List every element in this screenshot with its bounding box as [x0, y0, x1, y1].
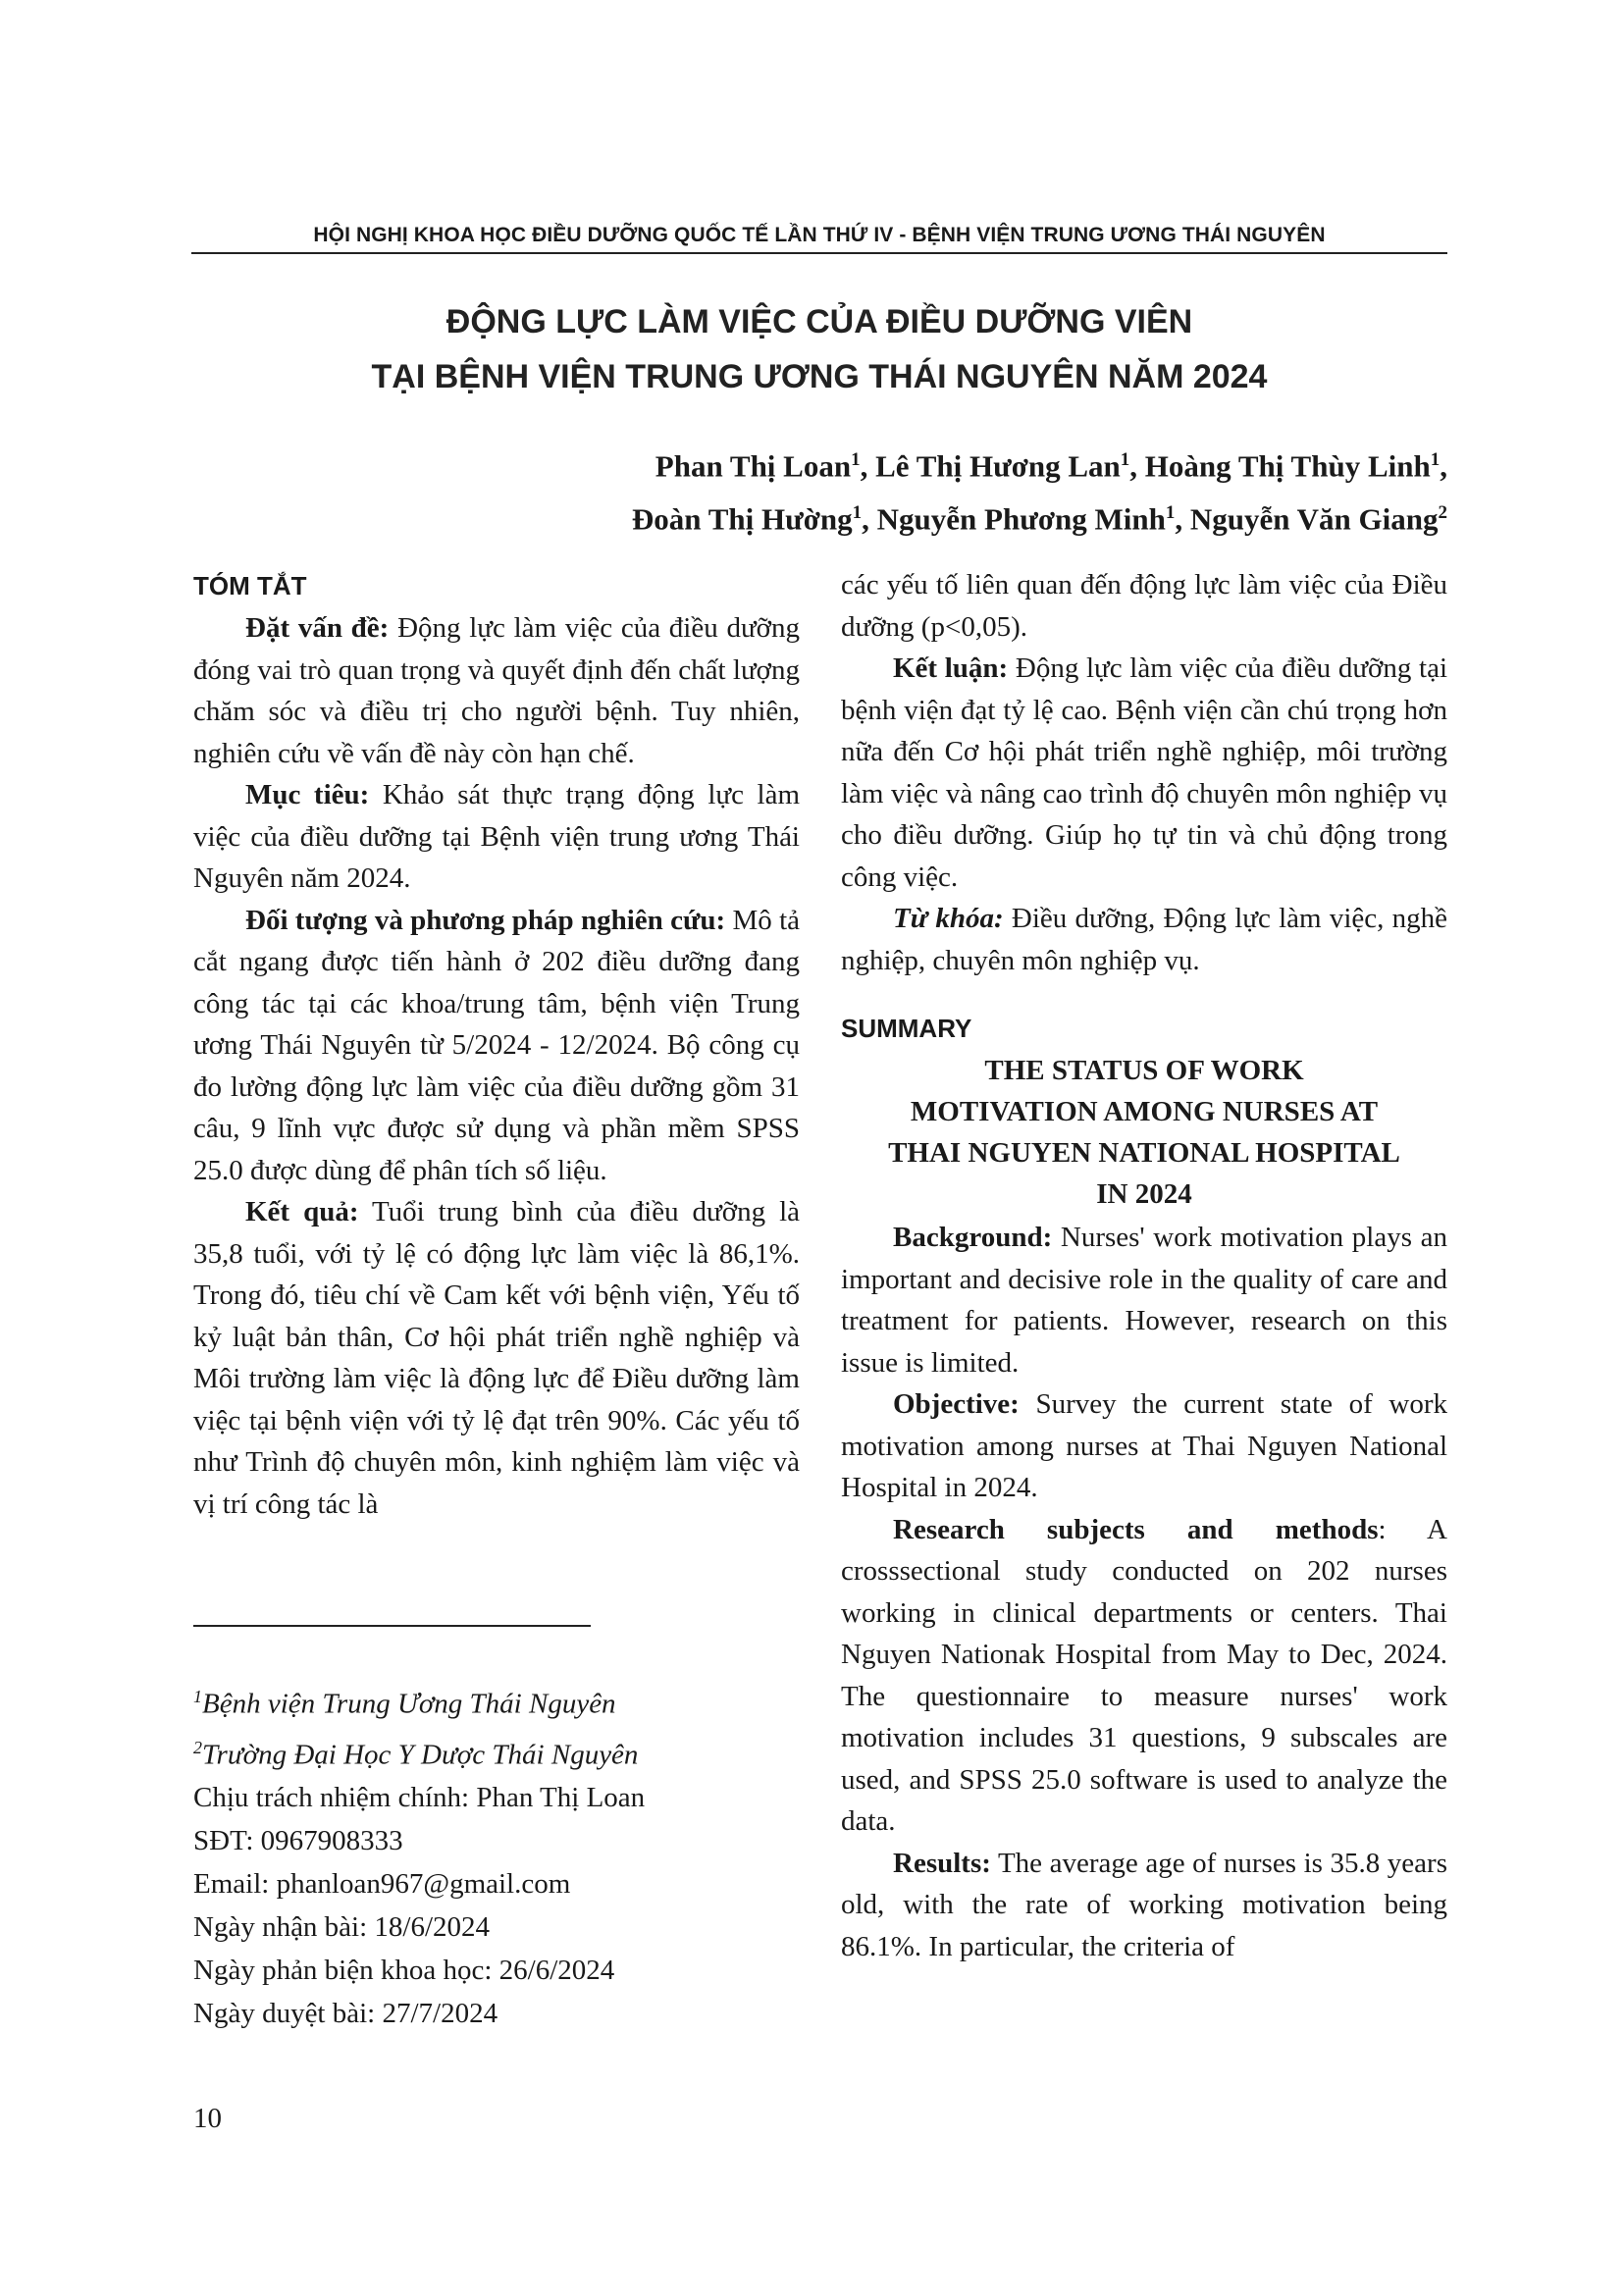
- summary-paragraph-results: [841, 1843, 1447, 1968]
- abstract-paragraph-background: [193, 607, 800, 774]
- running-header: HỘI NGHỊ KHOA HỌC ĐIỀU DƯỠNG QUỐC TẾ LẦN THỨ IV - BỆNH VIỆN TRUNG ƯƠNG THÁI NGUYÊN: [313, 224, 1326, 246]
- paragraph-text: Survey the current state of work motivation among nurses at Thai Nguyen National Hospital in 2024.: [841, 1388, 1447, 1503]
- summary-paragraph-methods: [841, 1509, 1447, 1843]
- english-title: [841, 1050, 1447, 1215]
- date-reviewed: Ngày phản biện khoa học: 26/6/2024: [193, 1955, 615, 1987]
- english-title-line-2: MOTIVATION AMONG NURSES AT: [910, 1096, 1379, 1127]
- english-title-line-3: THAI NGUYEN NATIONAL HOSPITAL: [888, 1137, 1400, 1169]
- right-column: [841, 564, 1447, 1967]
- abstract-heading: TÓM TẮT: [193, 571, 307, 600]
- affiliation-2: [193, 1726, 802, 1777]
- paragraph-label: Background:: [893, 1222, 1053, 1253]
- paragraph-text: Tuổi trung bình của điều dưỡng là 35,8 tuổi, với tỷ lệ có động lực làm việc là 86,1%. Trong đó, tiêu chí về Cam kết với bệnh viện, Yếu tố kỷ luật bản thân, Cơ hội phát triển nghề nghiệp và Môi trường làm việc là động lực để Điều dưỡng làm việc tại bệnh viện với tỷ lệ đạt trên 90%. Các yếu tố như Trình độ chuyên môn, kinh nghiệm làm việc và vị trí công tác là: [193, 1196, 801, 1520]
- header-rule: [191, 252, 1447, 254]
- paragraph-label: Đặt vấn đề:: [245, 612, 390, 644]
- abstract-paragraph-results: [193, 1191, 800, 1525]
- author-line-2: Đoàn Thị Hường$^1$, Nguyễn Phương Minh$^1$, Nguyễn Văn Giang$^2$: [631, 501, 1447, 537]
- abstract-paragraph-objective: [193, 774, 800, 900]
- keywords-label: Từ khóa:: [893, 903, 1004, 934]
- article-title: [191, 294, 1447, 404]
- summary-heading: SUMMARY: [841, 1014, 972, 1043]
- paragraph-text: The average age of nurses is 35.8 years old, with the rate of working motivation being 86.1%. In particular, the criteria of: [841, 1847, 1447, 1962]
- affiliation-marker: 1: [1120, 449, 1130, 470]
- abstract-paragraph-methods: [193, 900, 800, 1192]
- affiliation-marker: 1: [1430, 449, 1441, 470]
- author-name: Phan Thị Loan: [655, 448, 852, 484]
- affiliation-marker: 2: [193, 1737, 202, 1757]
- paragraph-label: Research subjects and methods: [893, 1513, 1379, 1545]
- english-title-line-1: THE STATUS OF WORK: [984, 1055, 1304, 1086]
- paragraph-text: : A crosssectional study conducted on 202 nurses working in clinical departments or centers. Thai Nguyen Nationak Hospital from May to Dec, 2024. The questionnaire to measure nurses' work motivation includes 31 questions, 9 subscales are used, and SPSS 25.0 software is used to analyze the data.: [841, 1513, 1447, 1837]
- email-address: Email: phanloan967@gmail.com: [193, 1868, 571, 1901]
- author-name: Đoàn Thị Hường: [631, 501, 853, 537]
- paragraph-label: Objective:: [893, 1388, 1020, 1420]
- abstract-paragraph-conclusion: [841, 648, 1447, 898]
- affiliation-marker: 1: [1165, 502, 1176, 524]
- paragraph-text: Động lực làm việc của điều dưỡng đóng vai trò quan trọng và quyết định đến chất lượng chăm sóc và điều trị cho người bệnh. Tuy nhiên, nghiên cứu về vấn đề này còn hạn chế.: [193, 612, 801, 769]
- paragraph-text: Mô tả cắt ngang được tiến hành ở 202 điều dưỡng đang công tác tại các khoa/trung tâm, bệnh viện Trung ương Thái Nguyên từ 5/2024 - 12/2024. Bộ công cụ đo lường động lực làm việc của điều dưỡng gồm 31 câu, 9 lĩnh vực được sử dụng và phần mềm SPSS 25.0 được dùng để phân tích số liệu.: [193, 904, 801, 1186]
- paragraph-label: Đối tượng và phương pháp nghiên cứu:: [245, 904, 726, 936]
- paragraph-label: Results:: [893, 1847, 991, 1879]
- paragraph-text: Nurses' work motivation plays an important and decisive role in the quality of care and treatment for patients. However, research on this issue is limited.: [841, 1222, 1447, 1379]
- author-name: Hoàng Thị Thùy Linh: [1144, 448, 1431, 484]
- phone-number: SĐT: 0967908333: [193, 1825, 403, 1857]
- author-list: [368, 437, 1447, 544]
- summary-paragraph-background: [841, 1217, 1447, 1383]
- abstract-continuation: các yếu tố liên quan đến động lực làm việc của Điều dưỡng (p<0,05).: [841, 569, 1447, 643]
- affiliation-text: Bệnh viện Trung Ương Thái Nguyên: [202, 1688, 616, 1720]
- author-line-1: Phan Thị Loan$^1$, Lê Thị Hương Lan$^1$, Hoàng Thị Thùy Linh$^1$,: [655, 448, 1447, 484]
- keywords-text: Điều dưỡng, Động lực làm việc, nghề nghiệp, chuyên môn nghiệp vụ.: [841, 903, 1448, 976]
- english-title-line-4: IN 2024: [1096, 1178, 1192, 1210]
- summary-paragraph-objective: [841, 1383, 1447, 1509]
- affiliation-marker: 2: [1438, 502, 1447, 524]
- affiliation-marker: 1: [852, 502, 863, 524]
- affiliation-text: Trường Đại Học Y Dược Thái Nguyên: [202, 1739, 639, 1771]
- date-received: Ngày nhận bài: 18/6/2024: [193, 1911, 491, 1944]
- paragraph-label: Kết luận:: [893, 652, 1009, 684]
- paragraph-text: Động lực làm việc của điều dưỡng tại bệnh viện đạt tỷ lệ cao. Bệnh viện cần chú trọng hơn nữa đến Cơ hội phát triển nghề nghiệp, môi trường làm việc và nâng cao trình độ chuyên môn nghiệp vụ cho điều dưỡng. Giúp họ tự tin và chủ động trong công việc.: [841, 652, 1448, 893]
- footnote-rule: [193, 1625, 591, 1627]
- affiliation-1: [193, 1675, 802, 1726]
- affiliation-marker: 1: [193, 1687, 202, 1706]
- paragraph-text: Khảo sát thực trạng động lực làm việc của điều dưỡng tại Bệnh viện trung ương Thái Nguyên năm 2024.: [193, 779, 800, 894]
- article-title-line-1: ĐỘNG LỰC LÀM VIỆC CỦA ĐIỀU DƯỠNG VIÊN: [445, 303, 1193, 340]
- date-accepted: Ngày duyệt bài: 27/7/2024: [193, 1998, 498, 2030]
- abstract-keywords: [841, 898, 1447, 981]
- affiliation-marker: 1: [851, 449, 861, 470]
- page-number: 10: [193, 2103, 222, 2134]
- paragraph-label: Kết quả:: [245, 1196, 359, 1227]
- author-name: Nguyễn Phương Minh: [876, 501, 1166, 537]
- left-column: [193, 564, 800, 1525]
- paragraph-label: Mục tiêu:: [245, 779, 370, 810]
- article-title-line-2: TẠI BỆNH VIỆN TRUNG ƯƠNG THÁI NGUYÊN NĂM 2024: [371, 358, 1268, 395]
- footnotes: [193, 1675, 802, 2035]
- author-name: Lê Thị Hương Lan: [875, 448, 1121, 484]
- corresponding-author: Chịu trách nhiệm chính: Phan Thị Loan: [193, 1782, 646, 1814]
- author-name: Nguyễn Văn Giang: [1189, 501, 1439, 537]
